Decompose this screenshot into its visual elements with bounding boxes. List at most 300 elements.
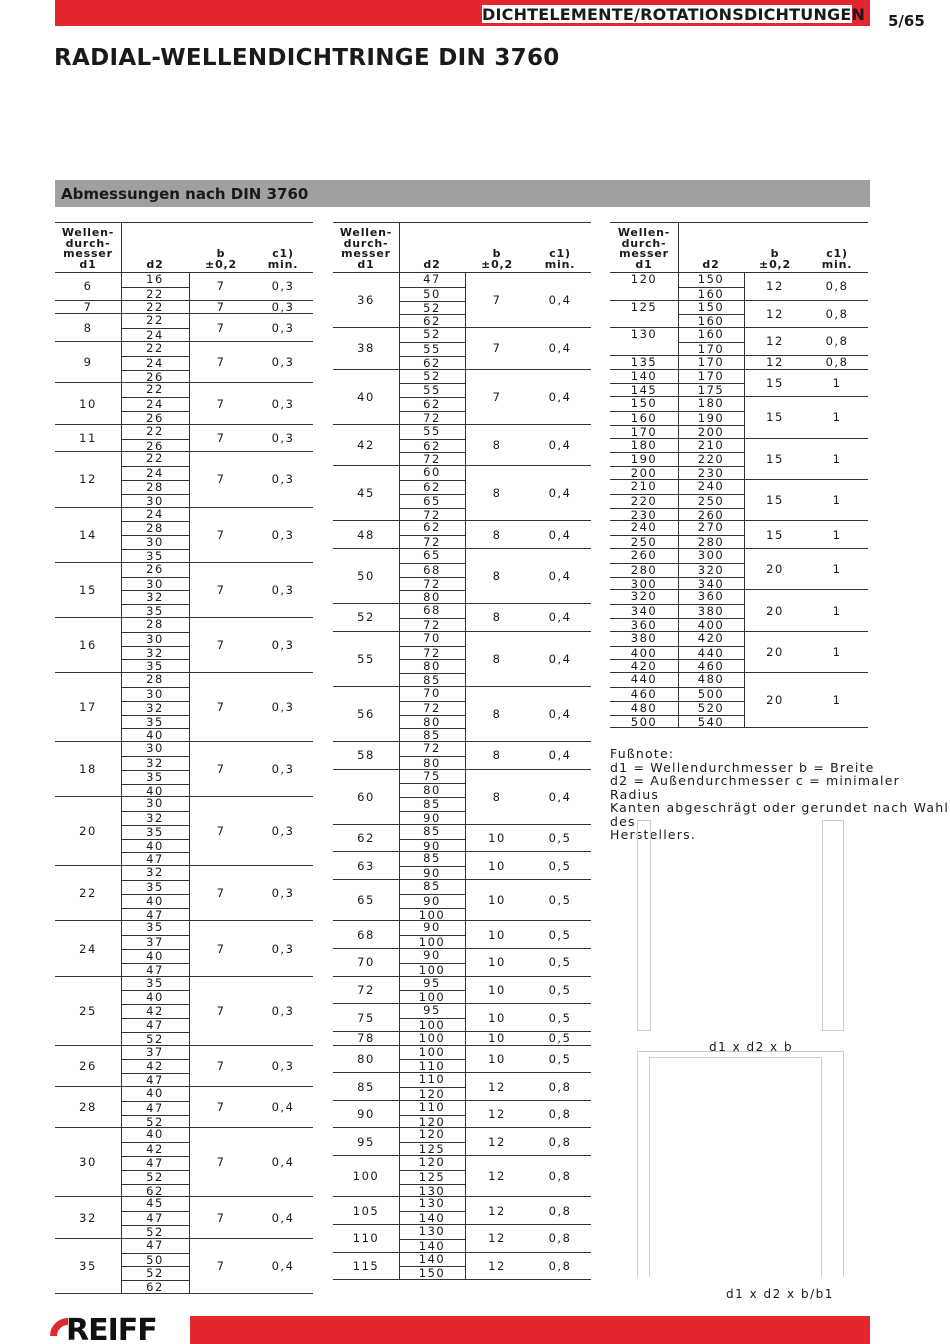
d1-cell: 75: [357, 1010, 375, 1025]
d2-value: 26: [121, 370, 189, 384]
header-divider: [121, 223, 122, 273]
d1-cell: 8: [83, 320, 93, 335]
d2-cell: [399, 632, 465, 687]
b-cell: 20: [766, 603, 784, 618]
d2-value: 90: [423, 920, 441, 935]
d2-value: 47: [121, 908, 189, 922]
d2-value: 320: [678, 563, 744, 577]
b-cell: 15: [766, 527, 784, 542]
column-divider: [189, 673, 190, 741]
b-cell: 15: [766, 375, 784, 390]
d2-value: 22: [146, 382, 164, 397]
c-cell: 0,8: [825, 306, 849, 321]
d2-value: 47: [121, 1073, 189, 1087]
d2-value: 35: [121, 604, 189, 618]
d2-value: 175: [678, 383, 744, 397]
d2-value: 170: [697, 368, 725, 383]
d2-value: 80: [399, 756, 465, 770]
d1-cell: 63: [357, 858, 375, 873]
d2-cell: [121, 1197, 189, 1238]
c-cell: 0,4: [548, 293, 572, 308]
d1-cell: 16: [79, 638, 97, 653]
b-cell: 7: [216, 355, 226, 370]
d2-value: 100: [399, 990, 465, 1004]
table-row: [333, 825, 591, 853]
d2-cell: [399, 425, 465, 466]
d2-value: 240: [697, 478, 725, 493]
column-divider: [399, 921, 400, 948]
d2-value: 100: [399, 935, 465, 949]
d2-cell: [121, 866, 189, 921]
d2-value: 26: [121, 411, 189, 425]
d2-value: 280: [678, 535, 744, 549]
d1-cell: 65: [357, 893, 375, 908]
d1-cell: 15: [79, 582, 97, 597]
d2-cell: [121, 742, 189, 797]
c-cell: 0,3: [271, 279, 295, 294]
d1-value: 125: [630, 299, 658, 314]
d2-value: 80: [399, 590, 465, 604]
b-cell: 10: [488, 927, 506, 942]
b-cell: 10: [488, 1031, 506, 1046]
d2-value: 52: [121, 1225, 189, 1239]
d2-value: 47: [121, 1018, 189, 1032]
d2-value: 75: [423, 768, 441, 783]
d2-cell: [678, 301, 744, 329]
b-cell: 20: [766, 693, 784, 708]
d2-value: 125: [399, 1170, 465, 1184]
d2-value: 110: [399, 1059, 465, 1073]
d2-value: 90: [399, 839, 465, 853]
d2-value: 24: [121, 356, 189, 370]
table-row: [333, 425, 591, 466]
table-row: [55, 673, 313, 742]
column-divider: [465, 770, 466, 824]
d2-value: 16: [146, 272, 164, 286]
c-cell: 0,8: [548, 1258, 572, 1273]
d2-value: 32: [121, 811, 189, 825]
table-row: [55, 921, 313, 976]
table-row: [55, 742, 313, 797]
d2-value: 420: [697, 630, 725, 645]
d2-value: 72: [399, 508, 465, 522]
d2-cell: [399, 549, 465, 604]
b-cell: 7: [216, 700, 226, 715]
d2-value: 22: [146, 340, 164, 355]
d2-cell: [121, 425, 189, 453]
column-divider: [465, 604, 466, 631]
d2-cell: [121, 314, 189, 342]
d2-value: 90: [399, 894, 465, 908]
column-divider: [189, 452, 190, 506]
d2-cell: [121, 508, 189, 563]
column-divider: [465, 1032, 466, 1045]
d2-value: 22: [146, 423, 164, 438]
table-row: [55, 618, 313, 673]
c-cell: 0,5: [548, 1010, 572, 1025]
d2-cell: [121, 452, 189, 507]
d1-value: 150: [630, 396, 658, 411]
d1-cell: 42: [357, 437, 375, 452]
c-cell: 0,5: [548, 893, 572, 908]
d1-cell: 52: [357, 610, 375, 625]
table-row: [333, 521, 591, 549]
column-divider: [465, 1046, 466, 1073]
c-cell: 0,3: [271, 762, 295, 777]
c-cell: 0,3: [271, 941, 295, 956]
d2-cell: [399, 1032, 465, 1046]
d2-value: 180: [697, 396, 725, 411]
d1-cell: 9: [83, 355, 93, 370]
c-cell: 0,4: [548, 707, 572, 721]
d2-value: 72: [399, 411, 465, 425]
d2-value: 40: [121, 949, 189, 963]
d1-value: 400: [610, 646, 678, 660]
d2-cell: [399, 466, 465, 521]
column-divider: [399, 425, 400, 465]
column-divider: [678, 301, 679, 328]
c-cell: 0,5: [548, 1051, 572, 1066]
d2-cell: [399, 1128, 465, 1156]
dimension-table-3: [610, 222, 868, 728]
column-divider: [465, 1128, 466, 1155]
d1-cell: 6: [83, 279, 93, 294]
d2-cell: [399, 1004, 465, 1032]
table-row: [333, 604, 591, 632]
d1-cell: 100: [352, 1169, 380, 1184]
column-divider: [465, 1073, 466, 1100]
d1-cell: 95: [357, 1134, 375, 1149]
column-divider: [121, 314, 122, 341]
table-row: [610, 521, 868, 549]
b-cell: 12: [766, 279, 784, 294]
column-divider: [744, 356, 745, 369]
d2-value: 50: [399, 287, 465, 301]
d2-cell: [121, 301, 189, 315]
d1-value: 360: [610, 618, 678, 632]
column-divider: [399, 1197, 400, 1224]
d2-value: 55: [399, 383, 465, 397]
d2-value: 100: [399, 1018, 465, 1032]
c-cell: 0,4: [548, 527, 572, 542]
column-divider: [189, 301, 190, 314]
d2-value: 150: [697, 299, 725, 314]
column-header-d1: Wellen- durch- messer d1: [61, 226, 115, 271]
d2-value: 55: [423, 423, 441, 438]
d1-cell: 85: [357, 1079, 375, 1094]
c-cell: 0,8: [825, 334, 849, 349]
d2-value: 160: [678, 287, 744, 301]
column-divider: [465, 1004, 466, 1031]
column-divider: [189, 508, 190, 562]
column-divider: [189, 1128, 190, 1196]
column-divider: [189, 425, 190, 452]
d2-value: 300: [697, 547, 725, 562]
c-cell: 0,5: [548, 858, 572, 873]
c-cell: 1: [832, 410, 842, 425]
column-divider: [399, 880, 400, 920]
d2-value: 62: [399, 397, 465, 411]
b-cell: 7: [492, 341, 502, 356]
d2-cell: [121, 563, 189, 618]
column-divider: [121, 742, 122, 796]
table-row: [333, 1046, 591, 1074]
column-divider: [465, 1225, 466, 1252]
column-divider: [465, 921, 466, 948]
table-row: [55, 866, 313, 921]
table-row: [55, 1239, 313, 1294]
column-header-d2: d2: [146, 257, 164, 271]
c-cell: 0,4: [548, 651, 572, 666]
b-cell: 7: [216, 300, 226, 314]
column-divider: [121, 797, 122, 865]
c-cell: 0,3: [271, 700, 295, 715]
column-divider: [744, 590, 745, 630]
header-divider: [678, 223, 679, 273]
column-divider: [678, 370, 679, 397]
d2-cell: [399, 825, 465, 853]
column-divider: [465, 1253, 466, 1280]
d2-value: 22: [146, 313, 164, 328]
d2-value: 32: [121, 701, 189, 715]
column-divider: [189, 977, 190, 1045]
c-cell: 0,8: [548, 1169, 572, 1184]
d1-cell: 70: [357, 955, 375, 970]
c-cell: 0,3: [271, 638, 295, 653]
d1-cell: 62: [357, 831, 375, 846]
d1-cell: 17: [79, 700, 97, 715]
table-row: [333, 770, 591, 825]
d2-value: 24: [121, 397, 189, 411]
d2-value: 65: [399, 494, 465, 508]
d2-value: 80: [399, 783, 465, 797]
d2-value: 47: [423, 272, 441, 286]
d2-value: 42: [121, 1004, 189, 1018]
d2-value: 85: [399, 797, 465, 811]
column-divider: [121, 673, 122, 741]
d1-cell: [610, 370, 678, 398]
table-row: [333, 977, 591, 1005]
d2-cell: [399, 1156, 465, 1197]
d2-cell: [399, 521, 465, 549]
column-divider: [189, 866, 190, 920]
d1-cell: 72: [357, 982, 375, 997]
column-divider: [121, 452, 122, 506]
d2-value: 26: [146, 561, 164, 576]
column-divider: [465, 549, 466, 603]
column-header-c: c1) min.: [821, 247, 853, 271]
table-header: [333, 223, 591, 273]
d2-cell: [121, 342, 189, 383]
column-divider: [121, 508, 122, 562]
d1-cell: 40: [357, 389, 375, 404]
c-cell: 0,3: [271, 355, 295, 370]
d2-cell: [121, 1087, 189, 1128]
column-divider: [678, 521, 679, 548]
table-row: [333, 1032, 591, 1046]
d2-value: 120: [399, 1115, 465, 1129]
c-cell: 0,3: [271, 886, 295, 901]
d2-cell: [399, 1253, 465, 1281]
d2-cell: [121, 797, 189, 866]
b-cell: 20: [766, 644, 784, 659]
column-divider: [744, 301, 745, 328]
d2-value: 130: [418, 1223, 446, 1238]
c-cell: 0,4: [271, 1210, 295, 1225]
column-divider: [189, 342, 190, 382]
table-row: [610, 549, 868, 590]
d2-value: 125: [399, 1142, 465, 1156]
d1-cell: [610, 273, 678, 287]
column-divider: [189, 273, 190, 300]
c-cell: 0,5: [548, 1031, 572, 1046]
d2-value: 360: [697, 589, 725, 604]
d2-value: 540: [678, 715, 744, 729]
d2-value: 22: [146, 299, 164, 314]
column-divider: [465, 632, 466, 686]
d2-value: 47: [121, 1101, 189, 1115]
d1-cell: 56: [357, 707, 375, 721]
column-divider: [465, 466, 466, 520]
column-header-d2: d2: [702, 257, 720, 271]
d1-value: 300: [610, 577, 678, 591]
footnote-line-3: Kanten abgeschrägt oder gerundet nach Wahl des: [610, 800, 950, 829]
d1-cell: 7: [83, 300, 93, 314]
d2-cell: [399, 1197, 465, 1225]
b-cell: 10: [488, 893, 506, 908]
column-divider: [189, 1239, 190, 1293]
diagram-label-1: d1 x d2 x b: [709, 1040, 794, 1054]
d2-value: 85: [423, 851, 441, 866]
d1-value: 145: [610, 383, 678, 397]
table-row: [55, 508, 313, 563]
d2-value: 72: [423, 741, 441, 756]
b-cell: 7: [216, 431, 226, 446]
d2-value: 40: [121, 990, 189, 1004]
column-divider: [399, 1004, 400, 1031]
d2-value: 100: [399, 963, 465, 977]
b-cell: 10: [488, 955, 506, 970]
d2-value: 340: [678, 577, 744, 591]
d2-value: 85: [423, 823, 441, 838]
table-row: [55, 452, 313, 507]
b-cell: 7: [216, 396, 226, 411]
table-row: [610, 301, 868, 329]
c-cell: 0,3: [271, 300, 295, 314]
b-cell: 12: [488, 1134, 506, 1149]
c-cell: 0,5: [548, 927, 572, 942]
column-divider: [189, 383, 190, 423]
d1-cell: [610, 549, 678, 590]
column-divider: [465, 370, 466, 424]
table-row: [610, 397, 868, 438]
table-row: [55, 273, 313, 301]
table-row: [333, 687, 591, 742]
column-divider: [465, 977, 466, 1004]
d2-cell: [678, 273, 744, 301]
c-cell: 1: [832, 451, 842, 466]
footnote-line-1: d1 = Wellendurchmesser b = Breite: [610, 759, 875, 775]
c-cell: 0,3: [271, 527, 295, 542]
column-divider: [399, 949, 400, 976]
table-row: [55, 425, 313, 453]
column-divider: [121, 563, 122, 617]
d1-cell: 36: [357, 293, 375, 308]
c-cell: 0,3: [271, 396, 295, 411]
d2-value: 37: [146, 1044, 164, 1059]
b-cell: 8: [492, 610, 502, 625]
c-cell: 0,4: [548, 389, 572, 404]
table-row: [55, 383, 313, 424]
column-divider: [465, 425, 466, 465]
column-divider: [121, 921, 122, 975]
d1-cell: 50: [357, 569, 375, 584]
column-divider: [744, 439, 745, 479]
table-row: [333, 742, 591, 770]
d2-value: 30: [121, 632, 189, 646]
b-cell: 7: [216, 582, 226, 597]
table-row: [610, 632, 868, 673]
column-divider: [121, 342, 122, 382]
column-divider: [399, 1101, 400, 1128]
table-row: [610, 370, 868, 398]
column-divider: [465, 1101, 466, 1128]
column-divider: [121, 273, 122, 300]
column-divider: [465, 949, 466, 976]
d1-cell: 12: [79, 472, 97, 487]
d1-cell: [610, 632, 678, 673]
d1-cell: [610, 328, 678, 342]
c-cell: 0,3: [271, 472, 295, 487]
d1-value: 500: [610, 715, 678, 729]
column-divider: [399, 370, 400, 424]
c-cell: 0,3: [271, 320, 295, 335]
d2-value: 62: [423, 520, 441, 535]
d1-value: 320: [630, 589, 658, 604]
d1-value: 230: [610, 508, 678, 522]
footnote-heading: Fußnote:: [610, 746, 675, 761]
d1-cell: 80: [357, 1051, 375, 1066]
b-cell: 12: [488, 1258, 506, 1273]
column-divider: [399, 770, 400, 824]
d2-value: 520: [678, 701, 744, 715]
d2-value: 22: [146, 451, 164, 466]
column-divider: [189, 742, 190, 796]
d1-value: 480: [610, 701, 678, 715]
d2-value: 80: [399, 659, 465, 673]
c-cell: 0,4: [548, 748, 572, 763]
d1-value: 260: [630, 547, 658, 562]
column-divider: [121, 1046, 122, 1086]
column-divider: [678, 397, 679, 437]
d2-value: 140: [399, 1211, 465, 1225]
d1-cell: 18: [79, 762, 97, 777]
d1-cell: [610, 397, 678, 438]
d2-cell: [678, 673, 744, 728]
column-divider: [399, 273, 400, 327]
b-cell: 7: [216, 472, 226, 487]
column-divider: [465, 1156, 466, 1196]
b-cell: 10: [488, 1051, 506, 1066]
d2-cell: [678, 397, 744, 438]
column-divider: [678, 480, 679, 520]
d2-value: 47: [121, 1211, 189, 1225]
b-cell: 7: [216, 1058, 226, 1073]
d1-value: 220: [610, 494, 678, 508]
d2-cell: [399, 921, 465, 949]
table-row: [333, 1073, 591, 1101]
c-cell: 0,4: [548, 610, 572, 625]
